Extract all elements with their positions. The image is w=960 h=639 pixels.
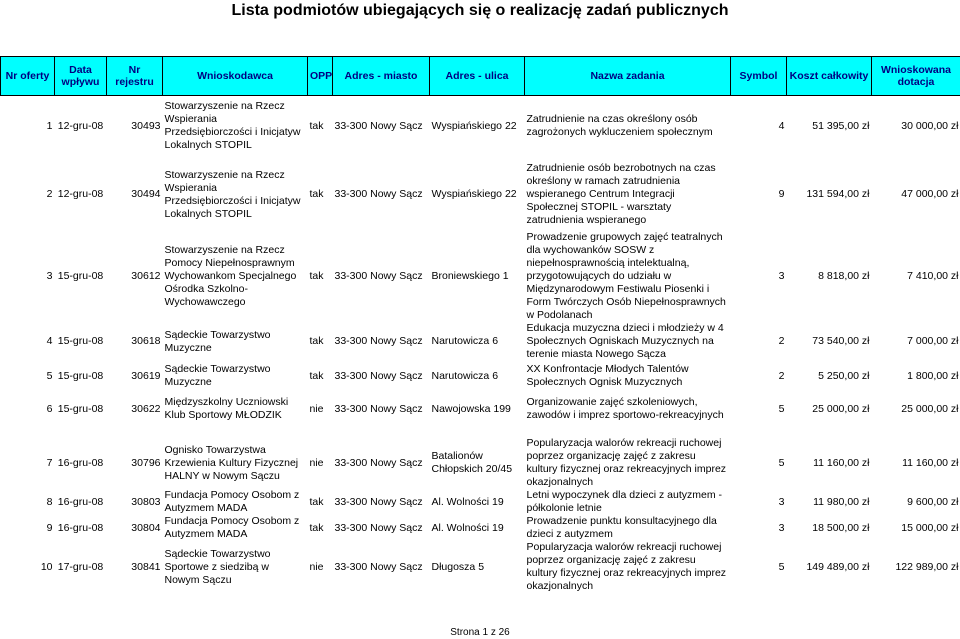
page-footer: Strona 1 z 26 <box>0 627 960 639</box>
cell-koszt-calkowity: 5 250,00 zł <box>787 361 872 391</box>
cell-adres-ulica: Narutowicza 6 <box>430 322 525 361</box>
col-header-nr-rejestru: Nr rejestru <box>107 57 163 96</box>
cell-symbol: 5 <box>731 437 787 489</box>
cell-nazwa-zadania: Popularyzacja walorów rekreacji ruchowej poprzez organizację zajęć z zakresu kultury fizycznej oraz rekreacyjnych imprez okazjonalnych <box>525 541 731 593</box>
col-header-nazwa-zadania: Nazwa zadania <box>525 57 731 96</box>
row-spacer-cell <box>1 152 960 162</box>
cell-symbol: 2 <box>731 361 787 391</box>
cell-nr-oferty: 7 <box>1 437 55 489</box>
cell-wnioskowana-dotacja: 9 600,00 zł <box>872 489 960 515</box>
cell-symbol: 9 <box>731 162 787 227</box>
cell-nr-oferty: 9 <box>1 515 55 541</box>
row-spacer <box>1 427 960 437</box>
cell-wnioskowana-dotacja: 122 989,00 zł <box>872 541 960 593</box>
cell-opp: tak <box>308 489 333 515</box>
cell-nazwa-zadania: Prowadzenie grupowych zajęć teatralnych dla wychowanków SOSW z niepełnosprawnością intelektualną, przygotowujących do udziału w Międzynarodowym Festiwalu Piosenki i Form Twórczych Osób Niepełnosprawnych w Podolanach <box>525 231 731 322</box>
cell-opp: tak <box>308 322 333 361</box>
cell-nazwa-zadania: Organizowanie zajęć szkoleniowych, zawodów i imprez sportowo-rekreacyjnych <box>525 391 731 427</box>
cell-data-wplywu: 15-gru-08 <box>55 231 107 322</box>
col-header-opp: OPP <box>308 57 333 96</box>
cell-wnioskodawca: Sądeckie Towarzystwo Muzyczne <box>163 322 308 361</box>
cell-adres-ulica: Długosza 5 <box>430 541 525 593</box>
table-row <box>1 437 960 489</box>
cell-wnioskowana-dotacja: 15 000,00 zł <box>872 515 960 541</box>
cell-nazwa-zadania: Edukacja muzyczna dzieci i młodzieży w 4 Społecznych Ogniskach Muzycznych na terenie miasta Nowego Sącza <box>525 322 731 361</box>
col-header-koszt-calkowity: Koszt całkowity <box>787 57 872 96</box>
cell-adres-miasto: 33-300 Nowy Sącz <box>333 437 430 489</box>
cell-koszt-calkowity: 11 160,00 zł <box>787 437 872 489</box>
cell-symbol: 5 <box>731 391 787 427</box>
cell-data-wplywu: 16-gru-08 <box>55 515 107 541</box>
cell-data-wplywu: 16-gru-08 <box>55 437 107 489</box>
cell-nazwa-zadania: XX Konfrontacje Młodych Talentów Społecznych Ognisk Muzycznych <box>525 361 731 391</box>
cell-adres-ulica: Al. Wolności 19 <box>430 489 525 515</box>
cell-symbol: 4 <box>731 100 787 152</box>
cell-wnioskowana-dotacja: 7 410,00 zł <box>872 231 960 322</box>
cell-koszt-calkowity: 131 594,00 zł <box>787 162 872 227</box>
cell-wnioskodawca: Stowarzyszenie na Rzecz Wspierania Przedsiębiorczości i Inicjatyw Lokalnych STOPIL <box>163 162 308 227</box>
cell-nr-oferty: 1 <box>1 100 55 152</box>
cell-koszt-calkowity: 73 540,00 zł <box>787 322 872 361</box>
cell-adres-miasto: 33-300 Nowy Sącz <box>333 100 430 152</box>
cell-opp: tak <box>308 231 333 322</box>
col-header-data-wplywu: Data wpływu <box>55 57 107 96</box>
cell-nr-oferty: 6 <box>1 391 55 427</box>
cell-wnioskowana-dotacja: 11 160,00 zł <box>872 437 960 489</box>
cell-opp: tak <box>308 162 333 227</box>
cell-adres-ulica: Wyspiańskiego 22 <box>430 100 525 152</box>
cell-data-wplywu: 12-gru-08 <box>55 162 107 227</box>
cell-koszt-calkowity: 11 980,00 zł <box>787 489 872 515</box>
cell-wnioskodawca: Sądeckie Towarzystwo Sportowe z siedzibą w Nowym Sączu <box>163 541 308 593</box>
cell-nr-oferty: 10 <box>1 541 55 593</box>
cell-data-wplywu: 15-gru-08 <box>55 322 107 361</box>
cell-nr-rejestru: 30796 <box>107 437 163 489</box>
table-row <box>1 231 960 322</box>
cell-adres-miasto: 33-300 Nowy Sącz <box>333 361 430 391</box>
cell-symbol: 5 <box>731 541 787 593</box>
cell-adres-ulica: Al. Wolności 19 <box>430 515 525 541</box>
cell-nazwa-zadania: Popularyzacja walorów rekreacji ruchowej poprzez organizację zajęć z zakresu kultury fizycznej oraz rekreacyjnych imprez okazjonalnych <box>525 437 731 489</box>
cell-nr-oferty: 3 <box>1 231 55 322</box>
cell-nazwa-zadania: Letni wypoczynek dla dzieci z autyzmem - półkolonie letnie <box>525 489 731 515</box>
col-header-wnioskowana-dotacja: Wnioskowana dotacja <box>872 57 960 96</box>
cell-koszt-calkowity: 51 395,00 zł <box>787 100 872 152</box>
applicants-table <box>0 56 960 593</box>
cell-nazwa-zadania: Prowadzenie punktu konsultacyjnego dla dzieci z autyzmem <box>525 515 731 541</box>
cell-symbol: 3 <box>731 489 787 515</box>
cell-symbol: 3 <box>731 231 787 322</box>
cell-nr-rejestru: 30494 <box>107 162 163 227</box>
table-row <box>1 391 960 427</box>
cell-symbol: 3 <box>731 515 787 541</box>
cell-symbol: 2 <box>731 322 787 361</box>
cell-opp: tak <box>308 100 333 152</box>
cell-nazwa-zadania: Zatrudnienie osób bezrobotnych na czas określony w ramach zatrudnienia wspieranego Centrum Integracji Społecznej STOPIL - warsztaty zatrudnienia wspieranego <box>525 162 731 227</box>
cell-wnioskowana-dotacja: 30 000,00 zł <box>872 100 960 152</box>
col-header-wnioskodawca: Wnioskodawca <box>163 57 308 96</box>
cell-data-wplywu: 15-gru-08 <box>55 391 107 427</box>
cell-wnioskodawca: Ognisko Towarzystwa Krzewienia Kultury Fizycznej HALNY w Nowym Sączu <box>163 437 308 489</box>
table-row <box>1 515 960 541</box>
cell-opp: nie <box>308 437 333 489</box>
cell-adres-miasto: 33-300 Nowy Sącz <box>333 489 430 515</box>
cell-wnioskodawca: Międzyszkolny Uczniowski Klub Sportowy MŁODZIK <box>163 391 308 427</box>
table-row <box>1 162 960 227</box>
cell-nr-rejestru: 30803 <box>107 489 163 515</box>
cell-data-wplywu: 12-gru-08 <box>55 100 107 152</box>
cell-adres-ulica: Narutowicza 6 <box>430 361 525 391</box>
cell-koszt-calkowity: 8 818,00 zł <box>787 231 872 322</box>
cell-adres-miasto: 33-300 Nowy Sącz <box>333 515 430 541</box>
cell-koszt-calkowity: 149 489,00 zł <box>787 541 872 593</box>
col-header-symbol: Symbol <box>731 57 787 96</box>
cell-nr-rejestru: 30619 <box>107 361 163 391</box>
cell-adres-ulica: Wyspiańskiego 22 <box>430 162 525 227</box>
cell-wnioskodawca: Fundacja Pomocy Osobom z Autyzmem MADA <box>163 515 308 541</box>
cell-koszt-calkowity: 25 000,00 zł <box>787 391 872 427</box>
row-spacer-cell <box>1 427 960 437</box>
col-header-adres-miasto: Adres - miasto <box>333 57 430 96</box>
cell-nr-rejestru: 30618 <box>107 322 163 361</box>
cell-adres-ulica: Nawojowska 199 <box>430 391 525 427</box>
cell-nr-rejestru: 30612 <box>107 231 163 322</box>
cell-data-wplywu: 16-gru-08 <box>55 489 107 515</box>
cell-nr-rejestru: 30622 <box>107 391 163 427</box>
cell-wnioskowana-dotacja: 7 000,00 zł <box>872 322 960 361</box>
cell-wnioskodawca: Stowarzyszenie na Rzecz Pomocy Niepełnosprawnym Wychowankom Specjalnego Ośrodka Szkolno-Wychowawczego <box>163 231 308 322</box>
cell-adres-miasto: 33-300 Nowy Sącz <box>333 391 430 427</box>
cell-nazwa-zadania: Zatrudnienie na czas określony osób zagrożonych wykluczeniem społecznym <box>525 100 731 152</box>
cell-wnioskodawca: Fundacja Pomocy Osobom z Autyzmem MADA <box>163 489 308 515</box>
cell-opp: nie <box>308 391 333 427</box>
table-row <box>1 100 960 152</box>
cell-nr-oferty: 5 <box>1 361 55 391</box>
col-header-adres-ulica: Adres - ulica <box>430 57 525 96</box>
cell-opp: nie <box>308 541 333 593</box>
table-row <box>1 541 960 593</box>
cell-opp: tak <box>308 361 333 391</box>
cell-wnioskodawca: Sądeckie Towarzystwo Muzyczne <box>163 361 308 391</box>
cell-adres-miasto: 33-300 Nowy Sącz <box>333 162 430 227</box>
cell-data-wplywu: 17-gru-08 <box>55 541 107 593</box>
cell-wnioskowana-dotacja: 25 000,00 zł <box>872 391 960 427</box>
cell-nr-rejestru: 30493 <box>107 100 163 152</box>
row-spacer <box>1 152 960 162</box>
table-row <box>1 322 960 361</box>
cell-data-wplywu: 15-gru-08 <box>55 361 107 391</box>
cell-adres-miasto: 33-300 Nowy Sącz <box>333 322 430 361</box>
table-row <box>1 489 960 515</box>
cell-wnioskowana-dotacja: 47 000,00 zł <box>872 162 960 227</box>
cell-koszt-calkowity: 18 500,00 zł <box>787 515 872 541</box>
cell-nr-oferty: 8 <box>1 489 55 515</box>
col-header-nr-oferty: Nr oferty <box>1 57 55 96</box>
cell-wnioskowana-dotacja: 1 800,00 zł <box>872 361 960 391</box>
cell-adres-ulica: Broniewskiego 1 <box>430 231 525 322</box>
table-header-row <box>1 57 960 96</box>
cell-wnioskodawca: Stowarzyszenie na Rzecz Wspierania Przedsiębiorczości i Inicjatyw Lokalnych STOPIL <box>163 100 308 152</box>
table-row <box>1 361 960 391</box>
cell-nr-rejestru: 30804 <box>107 515 163 541</box>
cell-nr-rejestru: 30841 <box>107 541 163 593</box>
cell-adres-ulica: Batalionów Chłopskich 20/45 <box>430 437 525 489</box>
cell-nr-oferty: 4 <box>1 322 55 361</box>
page-title: Lista podmiotów ubiegających się o realizację zadań publicznych <box>0 0 960 21</box>
cell-adres-miasto: 33-300 Nowy Sącz <box>333 541 430 593</box>
cell-opp: tak <box>308 515 333 541</box>
cell-adres-miasto: 33-300 Nowy Sącz <box>333 231 430 322</box>
cell-nr-oferty: 2 <box>1 162 55 227</box>
